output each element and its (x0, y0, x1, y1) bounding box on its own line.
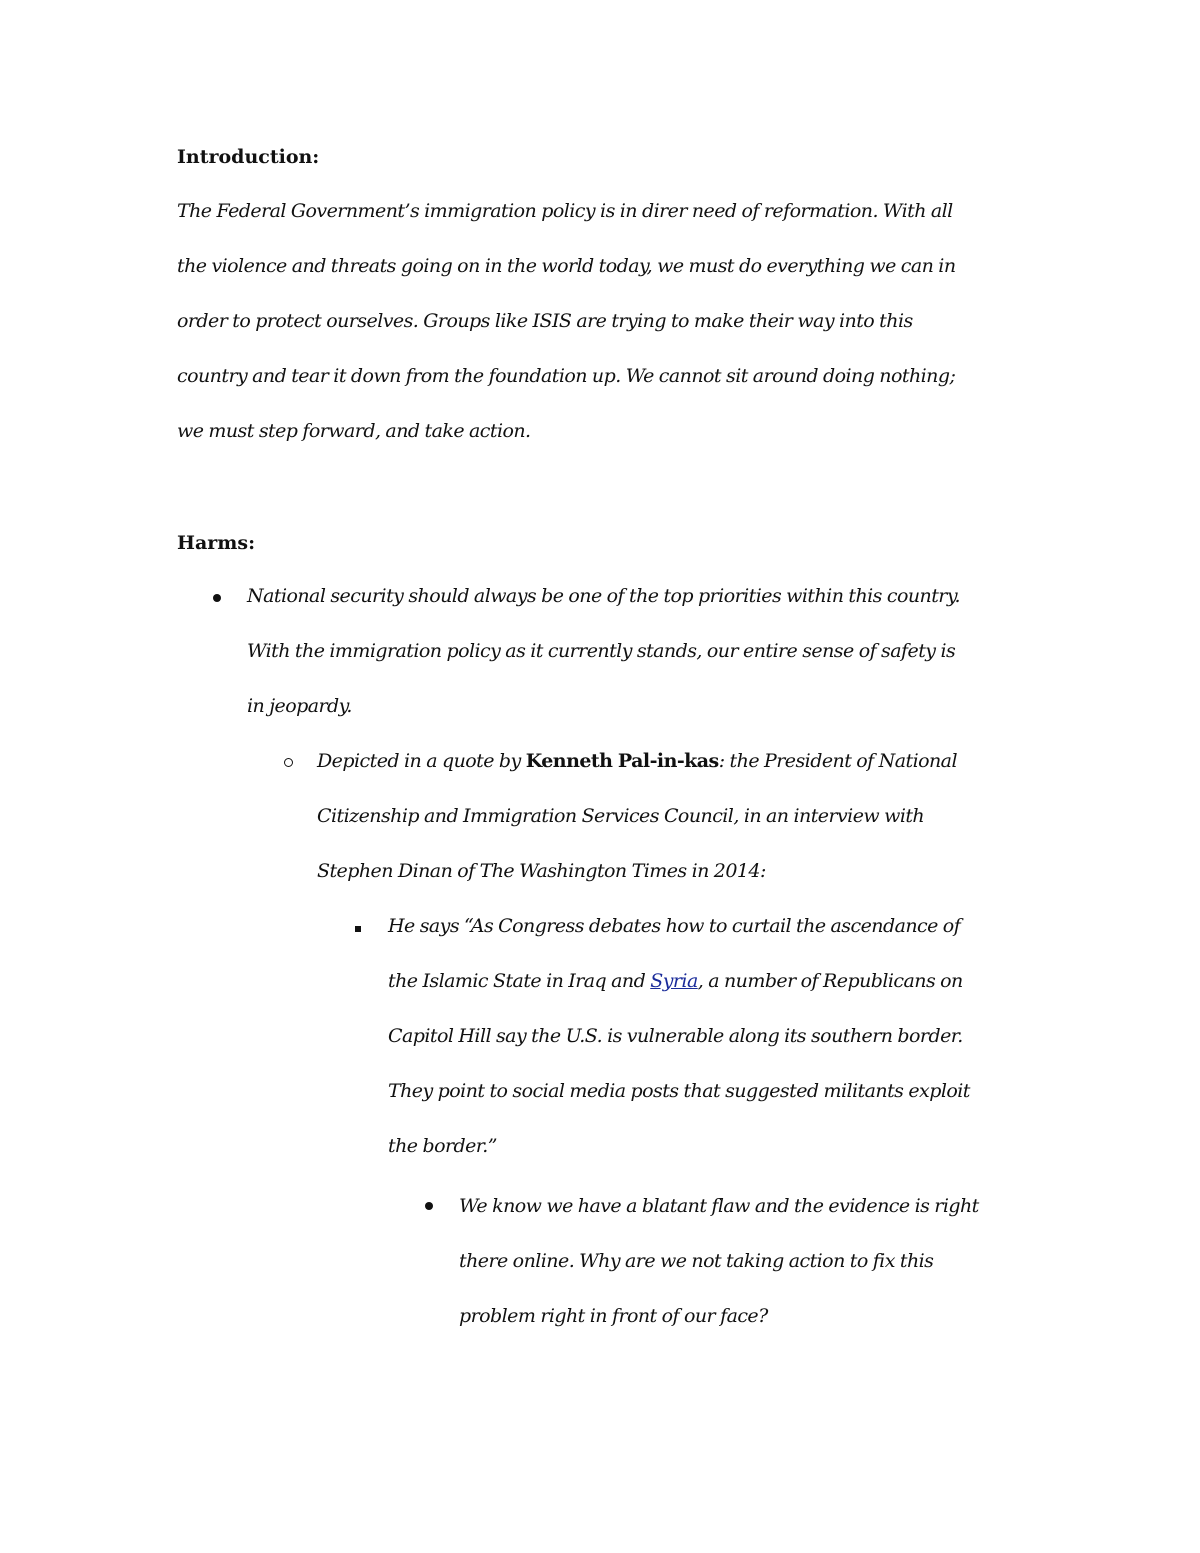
harms-point-line: in jeopardy. (247, 695, 352, 717)
intro-line: The Federal Government’s immigration policy is in direr need of reformation. With all (177, 200, 953, 222)
quote-line: Capitol Hill say the U.S. is vulnerable along its southern border. (388, 1025, 963, 1047)
quote-intro-prefix: Depicted in a quote by (317, 750, 526, 772)
quote-line-after-link: , a number of Republicans on (697, 970, 963, 992)
quote-intro-suffix: : the President of National (718, 750, 957, 772)
commentary-line: We know we have a blatant flaw and the evidence is right (459, 1195, 979, 1217)
intro-line: country and tear it down from the foundation up. We cannot sit around doing nothing; (177, 365, 956, 387)
quote-intro-line: Citizenship and Immigration Services Council, in an interview with (317, 805, 925, 827)
harms-heading: Harms: (177, 532, 256, 554)
introduction-heading: Introduction: (177, 146, 320, 168)
intro-line: the violence and threats going on in the world today, we must do everything we can in (177, 255, 956, 277)
commentary (459, 1179, 979, 1344)
commentary-line: problem right in front of our face? (459, 1305, 768, 1327)
harms-point-line: With the immigration policy as it currently stands, our entire sense of safety is (247, 640, 956, 662)
quote-text (388, 899, 970, 1174)
quote-line (388, 954, 970, 1009)
quoted-person-name: Kenneth Pal-in-kas (525, 750, 719, 772)
circle-bullet-icon (284, 758, 293, 767)
disc-bullet-icon (425, 1202, 433, 1210)
quote-line: They point to social media posts that suggested militants exploit (388, 1080, 970, 1102)
harms-point-1 (247, 569, 960, 734)
disc-bullet-icon (213, 594, 221, 602)
intro-line: order to protect ourselves. Groups like ISIS are trying to make their way into this (177, 310, 913, 332)
syria-link[interactable]: Syria (650, 970, 698, 992)
square-bullet-icon (355, 926, 361, 932)
harms-point-line: National security should always be one of the top priorities within this country. (247, 585, 960, 607)
quote-line: the border.” (388, 1135, 497, 1157)
quote-line: He says “As Congress debates how to curtail the ascendance of (388, 915, 961, 937)
intro-line: we must step forward, and take action. (177, 420, 531, 442)
commentary-line: there online. Why are we not taking action to fix this (459, 1250, 934, 1272)
quote-intro-line: Stephen Dinan of The Washington Times in 2014: (317, 860, 766, 882)
quote-line-before-link: the Islamic State in Iraq and (388, 970, 651, 992)
quote-intro-line (317, 734, 957, 789)
quote-intro (317, 734, 957, 899)
introduction-paragraph (177, 184, 956, 459)
